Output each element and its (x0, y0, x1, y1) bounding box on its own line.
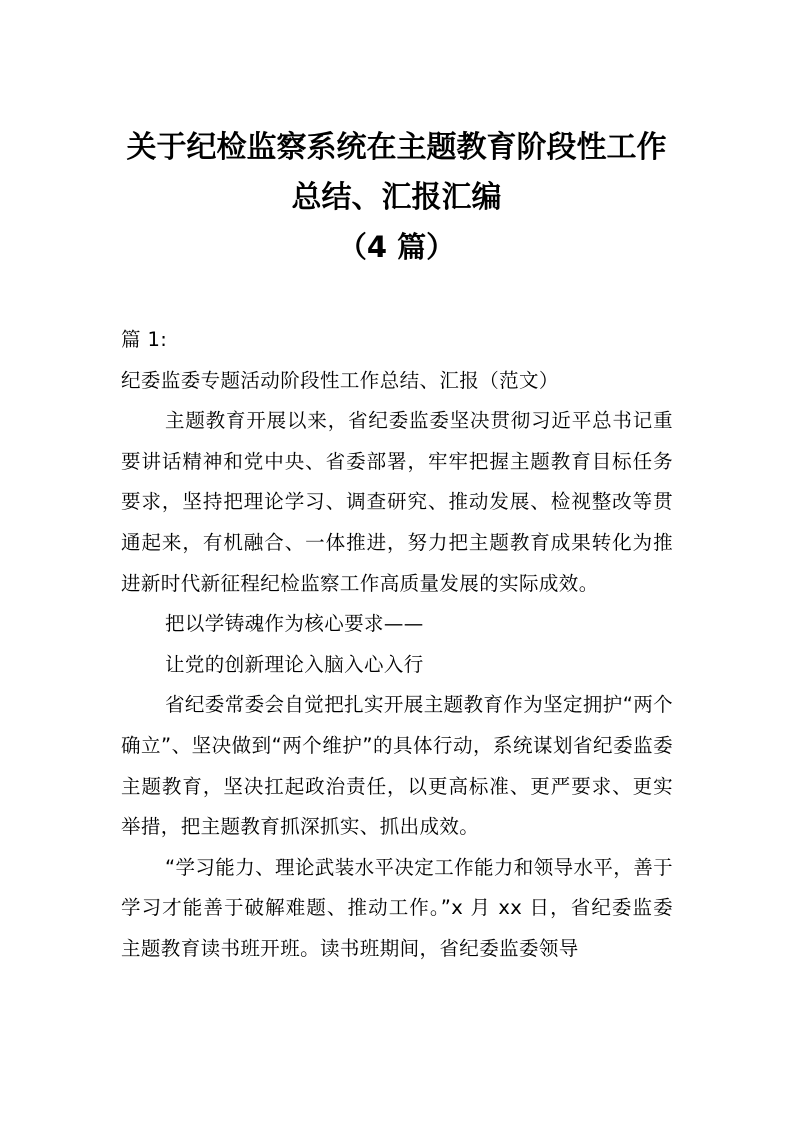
paragraph-2: 省纪委常委会自觉把扎实开展主题教育作为坚定拥护“两个确立”、坚决做到“两个维护”的具体行动，系统谋划省纪委监委主题教育，坚决扛起政治责任，以更高标准、更严要求、更实举措，把主题教育抓深抓实、抓出成效。 (121, 693, 674, 839)
section-label: 篇 1: (121, 328, 168, 351)
document-body (121, 320, 673, 970)
subheading-2: 让党的创新理论入脑入心入行 (165, 652, 424, 676)
paragraph-1: 主题教育开展以来，省纪委监委坚决贯彻习近平总书记重要讲话精神和党中央、省委部署，牢牢把握主题教育目标任务要求，坚持把理论学习、调查研究、推动发展、检视整改等贯通起来，有机融合、一体推进，努力把主题教育成果转化为推进新时代新征程纪检监察工作高质量发展的实际成效。 (121, 409, 673, 595)
document-title-line-2: 总结、汇报汇编 (291, 180, 502, 215)
section-title: 纪委监委专题活动阶段性工作总结、汇报（范文） (121, 368, 559, 392)
document-title-line-1: 关于纪检监察系统在主题教育阶段性工作 (126, 130, 667, 165)
document-title-count: （4 篇） (337, 230, 456, 264)
subheading-1: 把以学铸魂作为核心要求—— (165, 612, 424, 636)
paragraph-3: “学习能力、理论武装水平决定工作能力和领导水平，善于学习才能善于破解难题、推动工作。”x 月 xx 日，省纪委监委主题教育读书班开班。读书班期间，省纪委监委领导 (121, 855, 674, 960)
